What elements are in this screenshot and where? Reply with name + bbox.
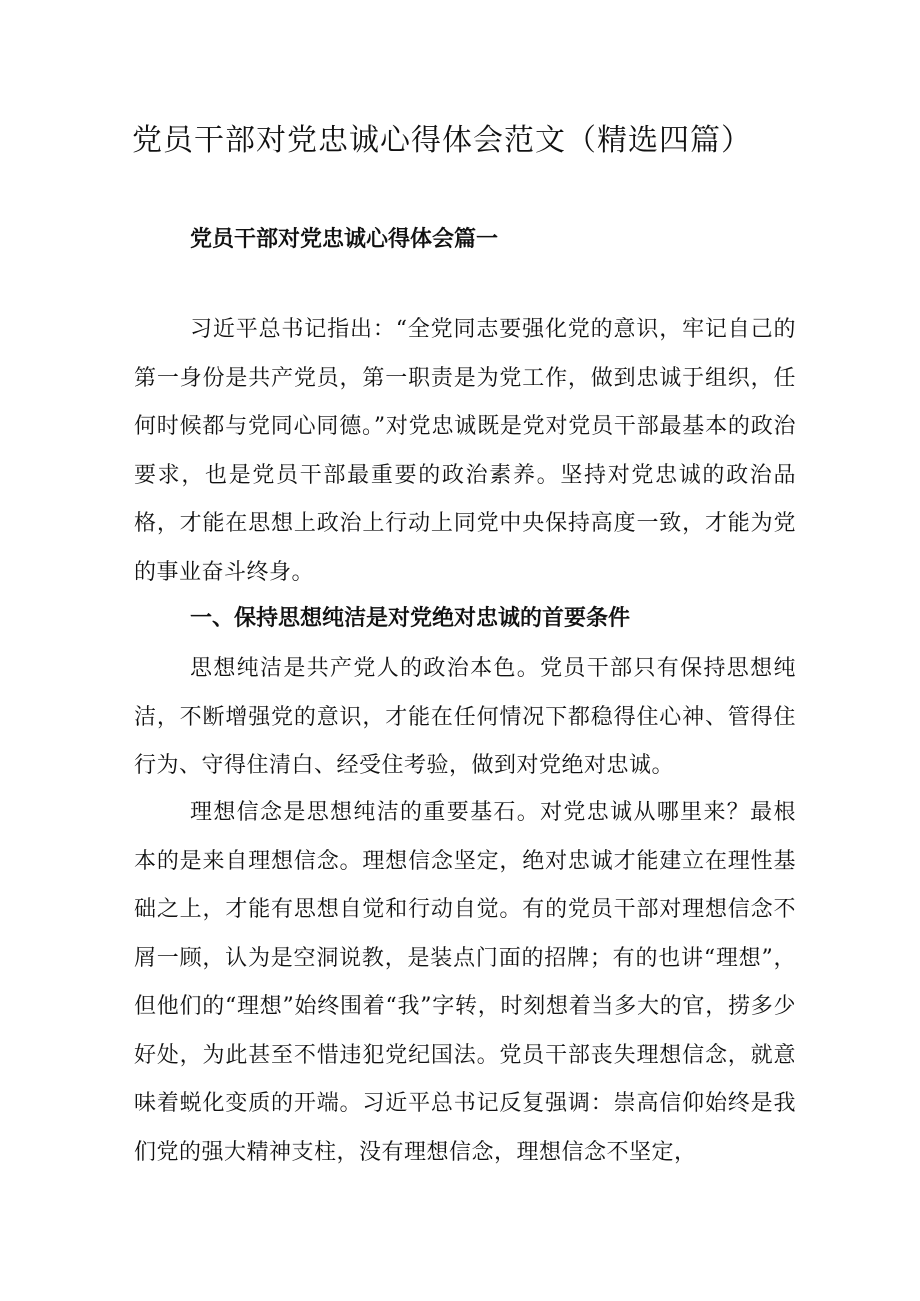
section-heading: 党员干部对党忠诚心得体会篇一 bbox=[190, 226, 499, 252]
document-title: 党员干部对党忠诚心得体会范文（精选四篇） bbox=[132, 123, 752, 158]
paragraph-3: 理想信念是思想纯洁的重要基石。对党忠诚从哪里来？最根本的是来自理想信念。理想信念坚定，绝对忠诚才能建立在理性基础之上，才能有思想自觉和行动自觉。有的党员干部对理想信念不屑一顾，认为是空洞说教，是装点门面的招牌；有的也讲“理想”，但他们的“理想”始终围着“我”字转，时刻想着当多大的官，捞多少好处，为此甚至不惜违犯党纪国法。党员干部丧失理想信念，就意味着蜕化变质的开端。习近平总书记反复强调：崇高信仰始终是我们党的强大精神支柱，没有理想信念，理想信念不坚定， bbox=[134, 800, 796, 1165]
paragraph-1: 习近平总书记指出：“全党同志要强化党的意识，牢记自己的第一身份是共产党员，第一职责是为党工作，做到忠诚于组织，任何时候都与党同心同德。”对党忠诚既是党对党员干部最基本的政治要求，也是党员干部最重要的政治素养。坚持对党忠诚的政治品格，才能在思想上政治上行动上同党中央保持高度一致，才能为党的事业奋斗终身。 bbox=[134, 317, 796, 585]
paragraph-2: 思想纯洁是共产党人的政治本色。党员干部只有保持思想纯洁，不断增强党的意识，才能在任何情况下都稳得住心神、管得住行为、守得住清白、经受住考验，做到对党绝对忠诚。 bbox=[134, 656, 796, 778]
sub-heading-1: 一、保持思想纯洁是对党绝对忠诚的首要条件 bbox=[190, 605, 631, 631]
